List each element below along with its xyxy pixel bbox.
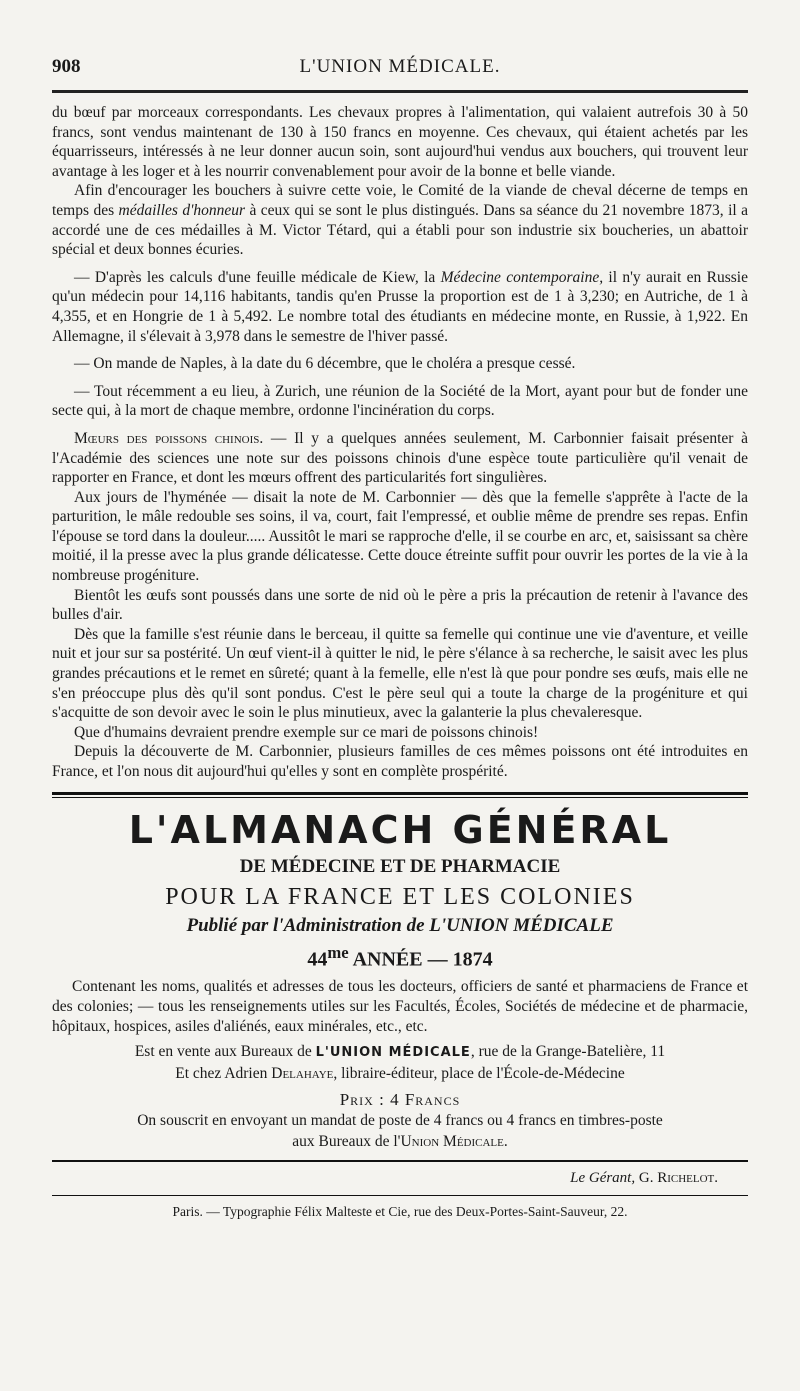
text-span: , rue de la Grange-Batelière, 11 xyxy=(470,1043,666,1061)
text-span: L'UNION MÉDICALE xyxy=(315,1045,471,1061)
ad-edition xyxy=(52,943,748,972)
text-span: Afin d'encourager les bouchers à suivre cette voie, le Comité de la viande de cheval décerne de temps en temps des xyxy=(52,182,748,219)
ad-description: Contenant les noms, qualités et adresses de tous les docteurs, officiers de santé et pharmaciens de France et des colonies; — tous les renseignements utiles sur les Facultés, Écoles, Sociétés de médecine et de pharmacie, hôpitaux, hospices, asiles d'aliénés, eaux minérales, etc., etc. xyxy=(52,978,748,1036)
ad-subtitle-publisher: Publié par l'Administration de L'UNION MÉDICALE xyxy=(186,914,614,936)
signature-name: G. Richelot. xyxy=(638,1170,718,1187)
paragraph-eggs: Bientôt les œufs sont poussés dans une sorte de nid où le père a pris la précaution de retenir à l'avance des bulles d'air. xyxy=(52,586,748,624)
ad-subtitle-colonies: POUR LA FRANCE ET LES COLONIES xyxy=(165,883,635,910)
ad-publisher xyxy=(52,1063,748,1084)
edition-superscript: me xyxy=(327,942,349,962)
paragraph-medals xyxy=(52,181,748,259)
paragraph-zurich-society: — Tout récemment a eu lieu, à Zurich, une réunion de la Société de la Mort, ayant pour but de fonder une secte qui, à la mort de chaque membre, ordonne l'incinération du corps. xyxy=(52,382,748,420)
text-span: aux Bureaux de l' xyxy=(292,1133,401,1151)
paragraph-russia-doctors xyxy=(52,268,748,346)
paragraph-chinese-fish xyxy=(52,429,748,488)
ad-subscribe: On souscrit en envoyant un mandat de poste de 4 francs ou 4 francs en timbres-poste xyxy=(137,1112,663,1130)
text-span: , libraire-éditeur, place de l'École-de-Médecine xyxy=(333,1065,625,1083)
paragraph-hymen: Aux jours de l'hyménée — disait la note de M. Carbonnier — dès que la femelle s'apprête à l'acte de la parturition, le mâle redouble ses soins, il va, court, fait l'empressé, et oublie même de prendre ses repas. Enfin l'épouse se tord dans la douleur..... Aussitôt le mari se rapproche d'elle, il se courbe en arc, et, saisissant sa chère moitié, il la presse avec la plus grande délicatesse. Cette douce étreinte suffit pour ouvrir les portes de la vie à la nombreuse progéniture. xyxy=(52,488,748,585)
text-span: Est en vente aux Bureaux de xyxy=(134,1043,316,1061)
edition-year: ANNÉE — 1874 xyxy=(348,948,493,971)
almanach-advertisement xyxy=(52,808,748,1153)
signature-role: Le Gérant, xyxy=(570,1170,636,1187)
signature xyxy=(52,1170,748,1187)
text-span: à ceux qui se sont le plus distingués. Dans sa séance du 21 novembre 1873, il a accordé une de ces médailles à M. Victor Tétard, qui a établi pour son industrie six boucheries, un abattoir spécial et deux bonnes écuries. xyxy=(52,201,749,259)
footer-rule xyxy=(52,1195,748,1196)
ad-title: L'ALMANACH GÉNÉRAL xyxy=(128,807,672,852)
paragraph-naples-cholera: — On mande de Naples, à la date du 6 décembre, que le choléra a presque cessé. xyxy=(74,355,576,373)
emphasis: Médecine contemporaine, xyxy=(440,268,604,286)
ad-top-rule xyxy=(52,792,748,798)
edition-number: 44 xyxy=(307,948,328,971)
ad-price: Prix : 4 Francs xyxy=(339,1090,461,1110)
paragraph-father: Dès que la famille s'est réunie dans le berceau, il quitte sa femelle qui continue une vie d'aventure, et veille nuit et jour sur sa postérité. Un œuf vient-il à quitter le nid, le père s'élance à sa recherche, le saisit avec les plus grandes précautions et le remet en sûreté; quant à la femelle, elle n'est là que pour pondre ses œufs, mais elle ne s'en préoccupe plus dès qu'il sont pondus. C'est le père seul qui a toute la charge de la progéniture et qui s'acquitte de son devoir avec le soin le plus minutieux, avec la galanterie la plus chevaleresque. xyxy=(52,625,748,722)
text-span: il n'y aurait en Russie qu'un médecin pour 14,116 habitants, tandis qu'en Prusse la proportion est de 1 à 3,230; en Autriche, de 1 à 4,355, et en Hongrie de 1 à 5,492. Le nombre total des étudiants en médecine monte, en Russie, à 1,922. En Allemagne, il s'élevait à 3,978 dans le semestre de l'hiver passé. xyxy=(52,268,748,345)
signature-rule xyxy=(52,1160,748,1162)
text-span: Union Médicale xyxy=(400,1133,504,1151)
ad-subscribe-office xyxy=(52,1131,748,1152)
text-span: — Il y a quelques années seulement, M. Carbonnier faisait présenter à l'Académie des sciences une note sur des poissons chinois d'une espèce toute particulière qu'il venait de rapporter en France, et dont les mœurs offrent des particularités fort singulières. xyxy=(52,429,748,487)
paragraph-france: Depuis la découverte de M. Carbonnier, plusieurs familles de ces mêmes poissons ont été introduites en France, et l'on nous dit aujourd'hui qu'elles y sont en complète prospérité. xyxy=(52,743,748,780)
journal-title: L'UNION MÉDICALE. xyxy=(299,56,501,77)
text-span: — D'après les calculs d'une feuille médicale de Kiew, la xyxy=(74,268,441,286)
paragraph-humans: Que d'humains devraient prendre exemple sur ce mari de poissons chinois! xyxy=(74,723,539,741)
ad-sale-location xyxy=(52,1041,748,1063)
text-span: Et chez Adrien xyxy=(175,1065,272,1083)
section-heading: Mœurs des poissons chinois. xyxy=(74,429,264,447)
text-span: Delahaye xyxy=(271,1065,334,1083)
header-rule xyxy=(52,90,748,93)
running-head xyxy=(52,56,748,84)
text-span: . xyxy=(503,1133,508,1151)
paragraph-horse-meat: du bœuf par morceaux correspondants. Les chevaux propres à l'alimentation, qui valaient autrefois 30 à 50 francs, sont vendus maintenant de 130 à 150 francs en moyenne. Ces chevaux, qui étaient achetés par les équarrisseurs, intéressés à ne leur donner aucun soin, sont aujourd'hui vendus aux bouchers, qui trouvent leur avantage à les loger et à les nourrir convenablement pour avoir de la bonne et belle viande. xyxy=(52,104,748,180)
imprint: Paris. — Typographie Félix Malteste et Cie, rue des Deux-Portes-Saint-Sauveur, 22. xyxy=(172,1204,628,1220)
page-number: 908 xyxy=(52,56,81,77)
article-body xyxy=(52,103,748,782)
ad-subtitle-medecine: DE MÉDECINE ET DE PHARMACIE xyxy=(239,855,561,877)
emphasis: médailles d'honneur xyxy=(118,201,246,219)
